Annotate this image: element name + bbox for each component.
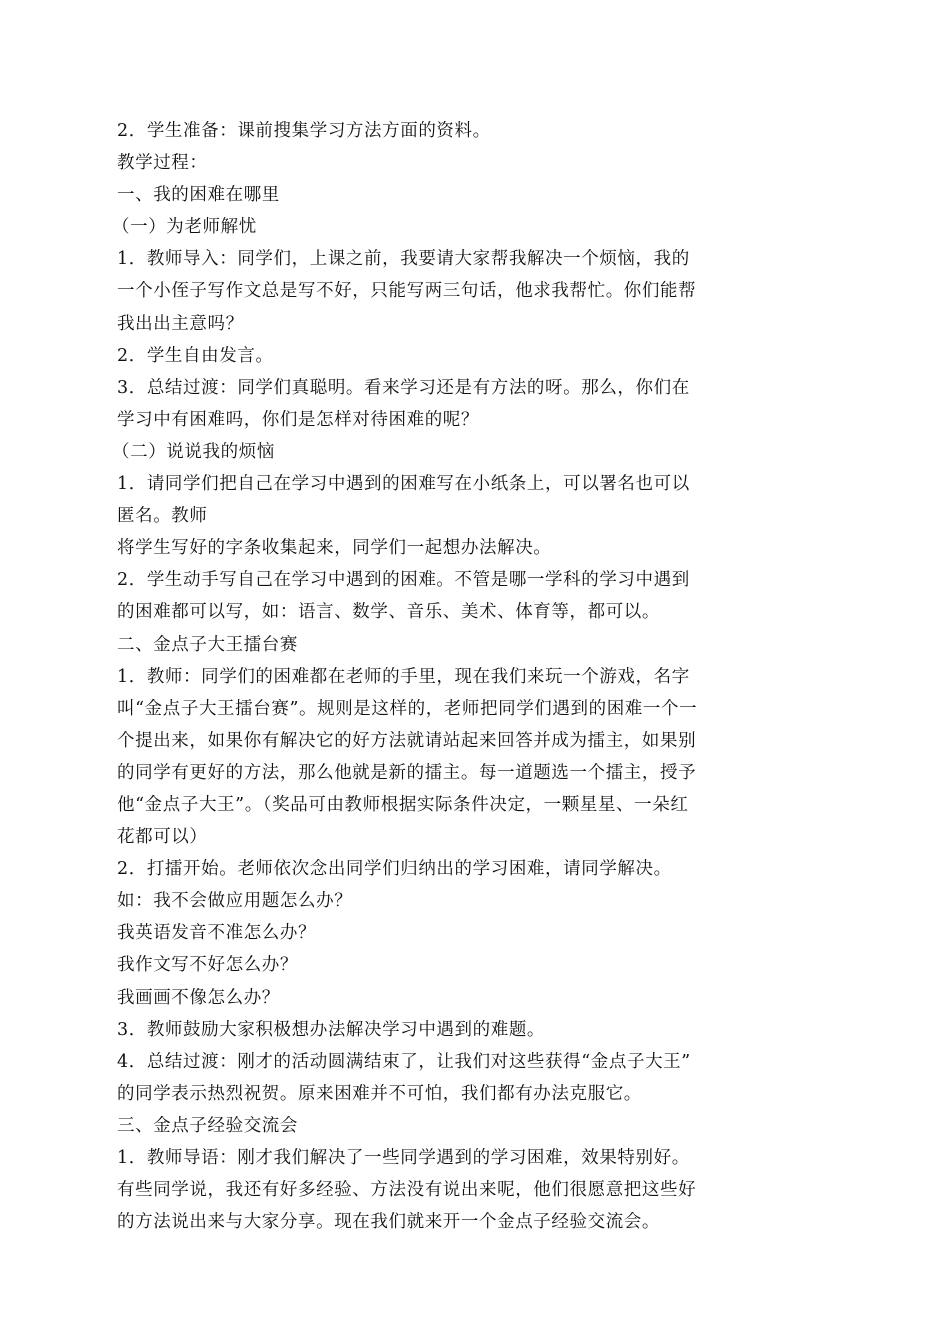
text-line: 一个小侄子写作文总是写不好，只能写两三句话，他求我帮忙。你们能帮	[117, 281, 697, 302]
text-line: 2．学生自由发言。	[117, 345, 274, 366]
text-line: 的同学表示热烈祝贺。原来困难并不可怕，我们都有办法克服它。	[117, 1083, 642, 1104]
text-line: 2．学生动手写自己在学习中遇到的困难。不管是哪一学科的学习中遇到	[117, 570, 690, 591]
text-line: 1．教师导语：刚才我们解决了一些同学遇到的学习困难，效果特别好。	[117, 1148, 690, 1168]
section-heading-3: 三、金点子经验交流会	[117, 1115, 298, 1136]
text-line: 花都可以）	[117, 827, 208, 848]
text-line: 的同学有更好的方法，那么他就是新的擂主。每一道题选一个擂主，授予	[117, 762, 697, 783]
text-line: 我作文写不好怎么办？	[117, 955, 298, 976]
text-line: 2．打擂开始。老师依次念出同学们归纳出的学习困难，请同学解决。	[117, 859, 672, 880]
text-line: 将学生写好的字条收集起来，同学们一起想办法解决。	[117, 538, 552, 559]
text-line: 的方法说出来与大家分享。现在我们就来开一个金点子经验交流会。	[117, 1212, 660, 1233]
text-line: 3．教师鼓励大家积极想办法解决学习中遇到的难题。	[117, 1019, 546, 1040]
text-line-student-prep: 2．学生准备：课前搜集学习方法方面的资料。	[117, 121, 491, 141]
text-line: 我英语发音不准怎么办？	[117, 923, 317, 944]
text-line: 1．教师导入：同学们，上课之前，我要请大家帮我解决一个烦恼，我的	[117, 249, 690, 270]
heading-teaching-process: 教学过程：	[117, 153, 208, 174]
text-line: 学习中有困难吗，你们是怎样对待困难的呢？	[117, 409, 479, 430]
text-line: 我画画不像怎么办？	[117, 987, 280, 1008]
document-body	[112, 115, 732, 1238]
text-line: 匿名。教师	[117, 506, 208, 527]
text-line: 的困难都可以写，如：语言、数学、音乐、美术、体育等，都可以。	[117, 602, 660, 623]
text-line: 4．总结过渡：刚才的活动圆满结束了，让我们对这些获得“金点子大王”	[117, 1051, 691, 1072]
text-line: 叫“金点子大王擂台赛”。规则是这样的，老师把同学们遇到的困难一个一	[117, 698, 698, 719]
section-heading-2: 二、金点子大王擂台赛	[117, 634, 298, 655]
text-line: 如：我不会做应用题怎么办？	[117, 891, 353, 912]
subsection-heading-1-1: （一）为老师解忧	[112, 217, 257, 238]
text-line: 3．总结过渡：同学们真聪明。看来学习还是有方法的呀。那么，你们在	[117, 377, 690, 398]
text-line: 有些同学说，我还有好多经验、方法没有说出来呢，他们很愿意把这些好	[117, 1180, 697, 1201]
text-line: 我出出主意吗？	[117, 313, 244, 334]
text-line: 1．教师：同学们的困难都在老师的手里，现在我们来玩一个游戏，名字	[117, 666, 690, 687]
text-line: 1．请同学们把自己在学习中遇到的困难写在小纸条上，可以署名也可以	[117, 474, 690, 495]
subsection-heading-1-2: （二）说说我的烦恼	[112, 441, 275, 462]
section-heading-1: 一、我的困难在哪里	[117, 185, 280, 206]
text-line: 个提出来，如果你有解决它的好方法就请站起来回答并成为擂主，如果别	[117, 730, 697, 751]
text-line: 他“金点子大王”。（奖品可由教师根据实际条件决定，一颗星星、一朵红	[117, 794, 689, 815]
